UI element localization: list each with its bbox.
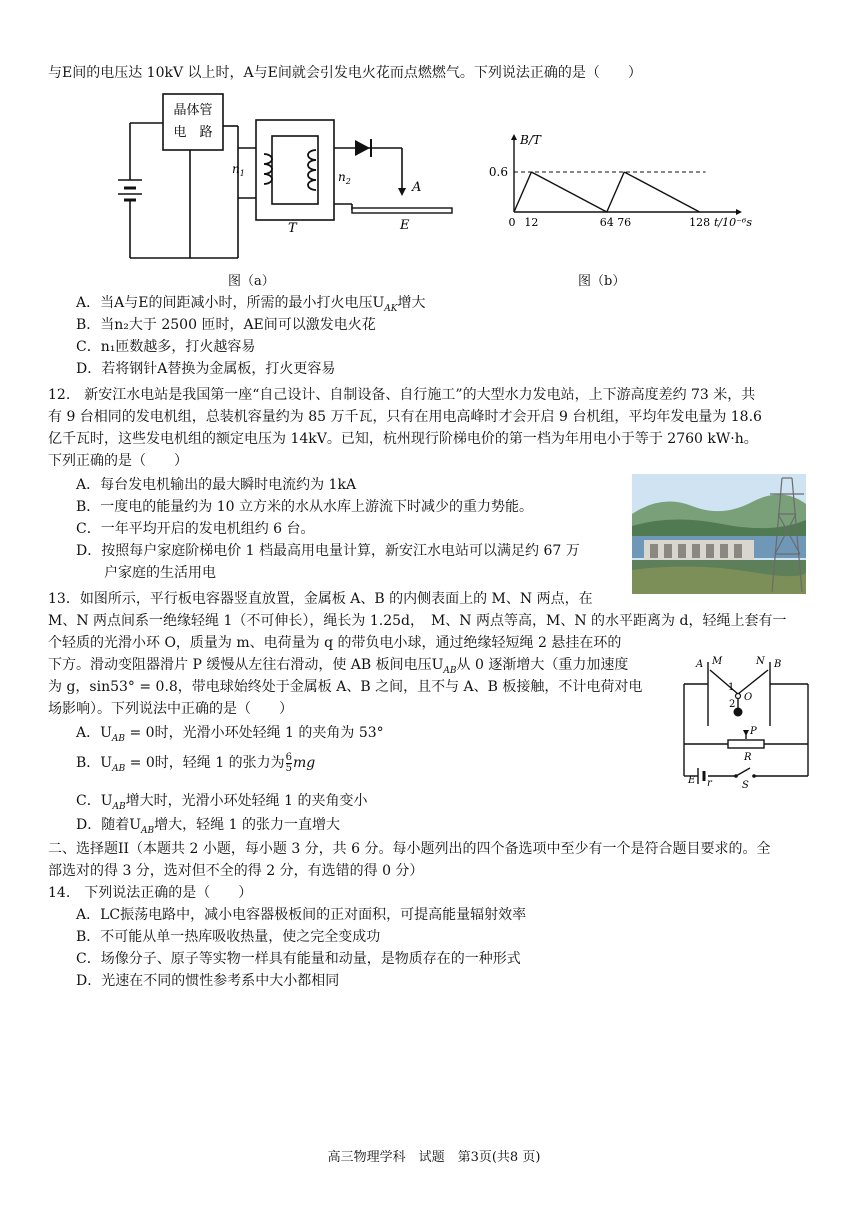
q13-stem-line-2: M、N 两点间系一绝缘轻绳 1（不可伸长），绳长为 1.25d， M、N 两点等高，M、N 的水平距离为 d，轻绳上套有一 (48, 613, 787, 629)
needle-label: A (412, 180, 422, 195)
chart-xlabel: t/10⁻⁶s (714, 216, 752, 229)
series-segment (514, 172, 531, 212)
plate-label: E (400, 218, 410, 233)
transformer-label: T (288, 221, 297, 236)
section-2-line-2: 部选对的得 3 分，选对但不全的得 2 分，有选错的得 0 分） (48, 863, 424, 879)
q13-option-b: B．$U_{AB} = 0$时，轻绳 1 的张力为 $\frac{6}{5}$ mg (76, 751, 316, 774)
q11-option-b: B．当n₂大于 2500 匝时，AE间可以激发电火花 (76, 317, 376, 333)
q13-stem-line-6: 场影响）。下列说法中正确的是（ ） (48, 701, 293, 717)
q12-option-c: C．一年平均开启的发电机组约 6 台。 (76, 521, 315, 537)
svg-text:n2 (338, 170, 351, 186)
q11-option-c: C．n₁匝数越多，打火越容易 (76, 339, 256, 355)
q11-figure-a (110, 88, 470, 288)
chart-ylabel: B/T (520, 133, 541, 147)
rope-2-label: 2 (729, 699, 736, 710)
q11-option-a: A．当A与E的间距减小时，所需的最小打火电压$U_{AK}$增大 (76, 295, 426, 314)
internal-r-label: r (707, 778, 712, 789)
circuit-label-2: 电 路 (173, 125, 213, 140)
q12-stem-line-3: 亿千瓦时，这些发电机组的额定电压为 14kV。已知，杭州现行阶梯电价的第一档为年用电小于等于 2760 kW·h。 (48, 431, 758, 447)
n1-label: n (232, 162, 240, 176)
q12-option-a: A．每台发电机输出的最大瞬时电流约为 1kA (76, 477, 357, 493)
point-m-label: M (712, 656, 723, 667)
circuit-label-1: 晶体管 (173, 103, 213, 118)
q11-stem-tail: 与E间的电压达 10kV 以上时，A与E间就会引发电火花而点燃燃气。下列说法正确的是（ ） (48, 65, 642, 81)
q12-stem-line-4: 下列正确的是（ ） (48, 453, 188, 469)
page-footer: 高三物理学科 试题 第3页(共8 页) (327, 1150, 541, 1165)
q13-figure (676, 646, 816, 792)
q12-stem-line-2: 有 9 台相同的发电机组，总装机容量约为 85 万千瓦，只有在用电高峰时才会开启 9 台机组，平均年发电量为 18.6 (48, 409, 762, 425)
q13-option-c: C．$U_{AB}$增大时，光滑小环处轻绳 1 的夹角变小 (76, 793, 368, 812)
dam-photo (632, 474, 806, 594)
n2-sub: 2 (345, 177, 351, 186)
x-tick-label: 64 (599, 216, 614, 229)
figure-a-caption: 图（a） (228, 274, 275, 289)
q14-option-b: B．不可能从单一热库吸收热量，使之完全变成功 (76, 929, 381, 945)
slider-p-label: P (750, 726, 757, 737)
x-tick-label: 12 (524, 216, 539, 229)
emf-e-label: E (688, 775, 696, 786)
svg-text:n1 (232, 162, 245, 178)
q13-stem-line-3: 个轻质的光滑小环 O，质量为 m、电荷量为 q 的带负电小球，通过绝缘轻短绳 2 悬挂在环的 (48, 635, 622, 651)
q14-stem: 14. 下列说法正确的是（ ） (48, 885, 253, 901)
x-tick-label: 0 (508, 216, 516, 229)
q12-option-d-cont: 户家庭的生活用电 (104, 565, 216, 581)
point-n-label: N (756, 656, 765, 667)
q14-option-c: C．场像分子、原子等实物一样具有能量和动量，是物质存在的一种形式 (76, 951, 521, 967)
q12-option-b: B．一度电的能量约为 10 立方米的水从水库上游流下时减少的重力势能。 (76, 499, 534, 515)
series-segment (607, 172, 624, 212)
q13-stem-line-4: 下方。滑动变阻器滑片 P 缓慢从左往右滑动，使 AB 板间电压$U_{AB}$从 0 逐渐增大（重力加速度 (48, 657, 629, 676)
plate-b-label: B (774, 659, 782, 670)
ring-o-label: O (744, 692, 753, 703)
q13-option-d: D．随着$U_{AB}$增大，轻绳 1 的张力一直增大 (76, 817, 340, 836)
series-segment (624, 172, 699, 212)
n1-sub: 1 (239, 169, 245, 178)
q13-stem-line-5: 为 g，sin53° = 0.8，带电球始终处于金属板 A、B 之间，且不与 A、B 板接触，不计电荷对电 (48, 679, 643, 695)
x-tick-label: 128 (689, 216, 711, 229)
q14-option-a: A．LC振荡电路中，减小电容器极板间的正对面积，可提高能量辐射效率 (76, 907, 527, 923)
q12-stem-line-1: 12. 新安江水电站是我国第一座“自己设计、自制设备、自行施工”的大型水力发电站，上下游高度差约 73 米，共 (48, 387, 756, 403)
y-axis-arrow (511, 134, 517, 140)
q11-option-d: D．若将钢针A替换为金属板，打火更容易 (76, 361, 336, 377)
n2-label: n (338, 170, 346, 184)
figure-b-caption: 图（b） (578, 274, 626, 289)
plate-a-label: A (696, 659, 704, 670)
chart-ytick: 0.6 (488, 165, 508, 179)
q12-option-d: D．按照每户家庭阶梯电价 1 档最高用电量计算，新安江水电站可以满足约 67 万 (76, 543, 580, 559)
section-2-line-1: 二、选择题II（本题共 2 小题，每小题 3 分，共 6 分。每小题列出的四个备选项中至少有一个是符合题目要求的。全 (48, 841, 771, 857)
rope-1-label: 1 (728, 682, 735, 693)
switch-s-label: S (742, 780, 749, 791)
q13-option-a: A．$U_{AB} = 0$时，光滑小环处轻绳 1 的夹角为 53° (76, 725, 384, 744)
x-tick-label: 76 (617, 216, 632, 229)
q14-option-d: D．光速在不同的惯性参考系中大小都相同 (76, 973, 340, 989)
q13-stem-line-1: 13．如图所示，平行板电容器竖直放置，金属板 A、B 的内侧表面上的 M、N 两点，在 (48, 591, 593, 607)
series-segment (531, 172, 606, 212)
q11-figure-b-chart (486, 130, 756, 240)
x-axis-arrow (736, 209, 742, 215)
resistor-r-label: R (744, 752, 752, 763)
